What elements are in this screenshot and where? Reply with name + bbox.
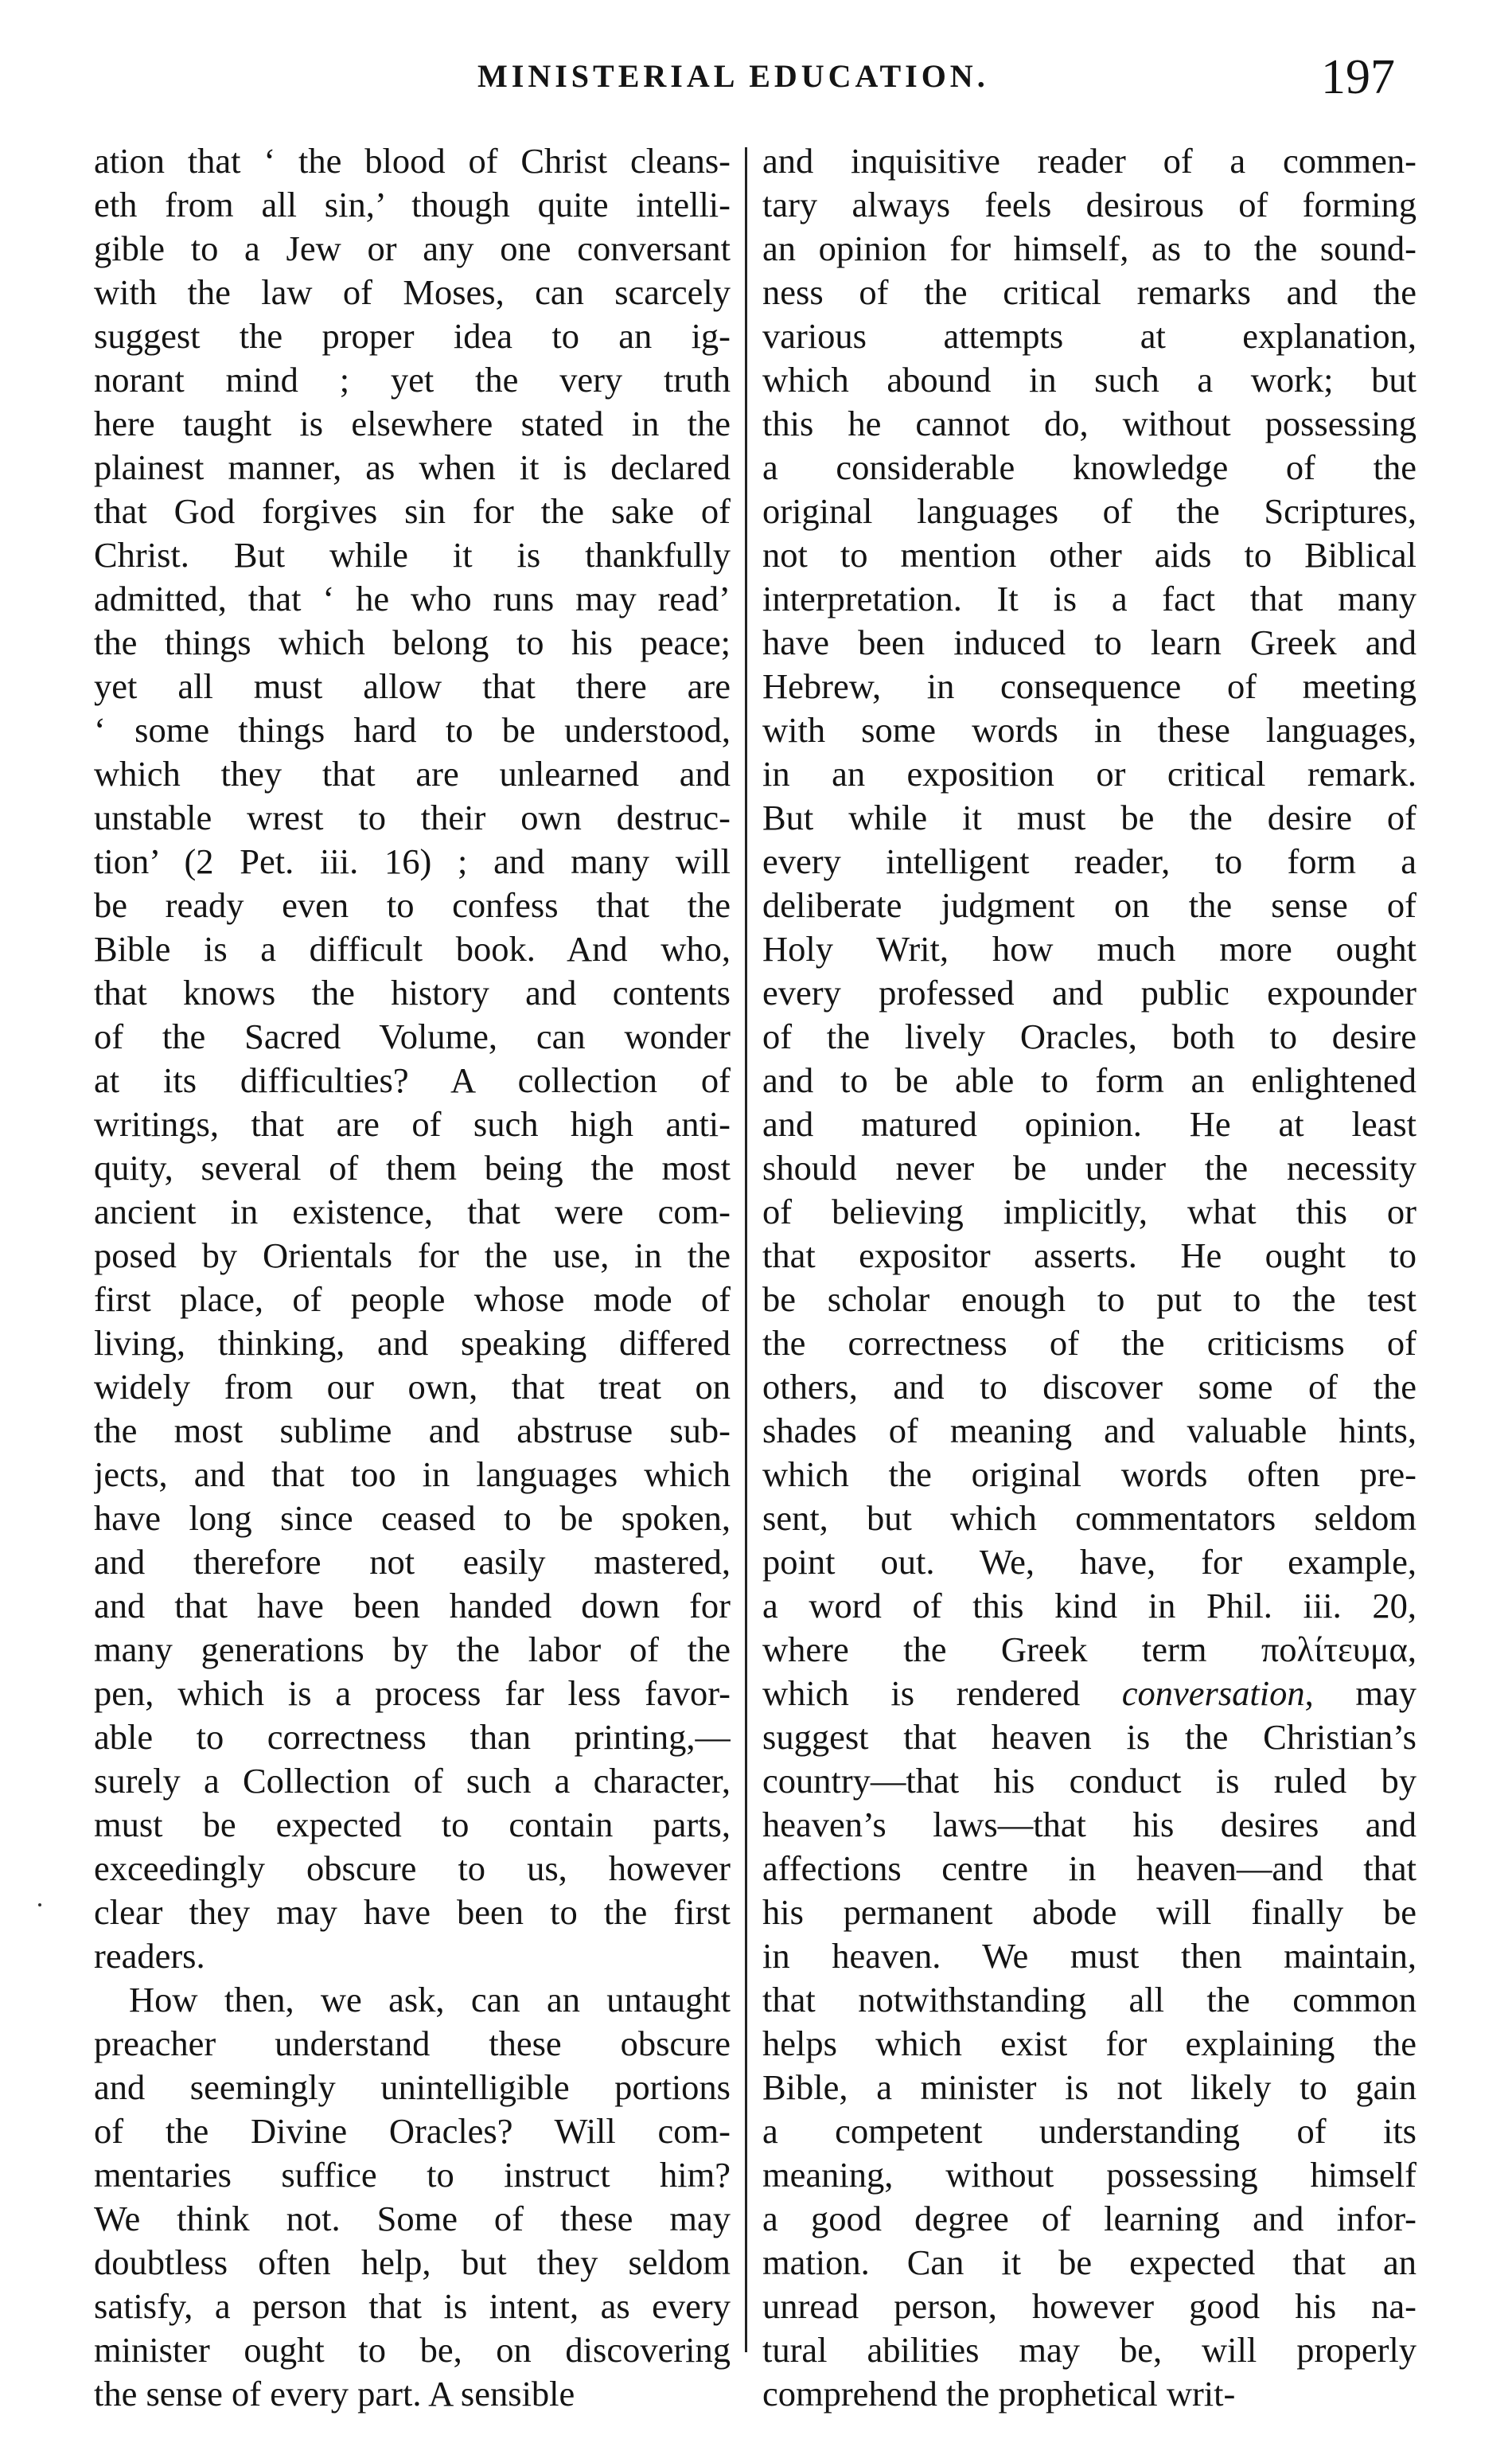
text-line: and therefore not easily mastered, bbox=[94, 1542, 731, 1582]
text-line: suggest that heaven is the Christian’s bbox=[762, 1717, 1417, 1757]
print-speck bbox=[38, 1903, 41, 1906]
text-line: Bible is a difficult book. And who, bbox=[94, 929, 731, 969]
text-line: gible to a Jew or any one conversant bbox=[94, 228, 731, 268]
text-line: every professed and public expounder bbox=[762, 973, 1417, 1013]
text-line: mation. Can it be expected that an bbox=[762, 2242, 1417, 2282]
text-line: must be expected to contain parts, bbox=[94, 1805, 731, 1844]
text-line: the most sublime and abstruse sub- bbox=[94, 1411, 731, 1450]
text-line: tary always feels desirous of forming bbox=[762, 185, 1417, 224]
text-line: tion’ (2 Pet. iii. 16) ; and many will bbox=[94, 841, 731, 881]
text-line: heaven’s laws—that his desires and bbox=[762, 1805, 1417, 1844]
text-line: and inquisitive reader of a commen- bbox=[762, 141, 1417, 181]
text-line: that knows the history and contents bbox=[94, 973, 731, 1013]
text-line: minister ought to be, on discovering bbox=[94, 2330, 731, 2370]
text-line: clear they may have been to the first bbox=[94, 1892, 731, 1932]
text-line: Bible, a minister is not likely to gain bbox=[762, 2067, 1417, 2107]
text-line: unstable wrest to their own destruc- bbox=[94, 798, 731, 837]
text-line: the sense of every part. A sensible bbox=[94, 2374, 575, 2414]
text-line: surely a Collection of such a character, bbox=[94, 1761, 731, 1801]
text-line: his permanent abode will finally be bbox=[762, 1892, 1417, 1932]
text-line: the things which belong to his peace; bbox=[94, 622, 731, 662]
text-line: with the law of Moses, can scarcely bbox=[94, 272, 731, 312]
text-line: preacher understand these obscure bbox=[94, 2023, 731, 2063]
text-line: a word of this kind in Phil. iii. 20, bbox=[762, 1586, 1417, 1625]
text-line: ness of the critical remarks and the bbox=[762, 272, 1417, 312]
text-line: original languages of the Scriptures, bbox=[762, 491, 1417, 531]
text-line: pen, which is a process far less favor- bbox=[94, 1673, 731, 1713]
text-line: of the Divine Oracles? Will com- bbox=[94, 2111, 731, 2151]
text-line: widely from our own, that treat on bbox=[94, 1367, 731, 1407]
text-line: quity, several of them being the most bbox=[94, 1148, 731, 1188]
text-line: where the Greek term πολίτευμα, bbox=[762, 1629, 1417, 1669]
text-line: be scholar enough to put to the test bbox=[762, 1279, 1417, 1319]
text-line: jects, and that too in languages which bbox=[94, 1454, 731, 1494]
left-text-column bbox=[94, 139, 731, 2416]
text-line: comprehend the prophetical writ- bbox=[762, 2374, 1236, 2414]
running-title: MINISTERIAL EDUCATION. bbox=[477, 58, 989, 94]
text-line: Hebrew, in consequence of meeting bbox=[762, 666, 1417, 706]
text-line: deliberate judgment on the sense of bbox=[762, 885, 1417, 925]
text-line: posed by Orientals for the use, in the bbox=[94, 1235, 731, 1275]
text-line: suggest the proper idea to an ig- bbox=[94, 316, 731, 356]
text-line: and seemingly unintelligible portions bbox=[94, 2067, 731, 2107]
text-line: a considerable knowledge of the bbox=[762, 447, 1417, 487]
text-line: shades of meaning and valuable hints, bbox=[762, 1411, 1417, 1450]
column-divider-rule bbox=[745, 147, 747, 2352]
text-line: a competent understanding of its bbox=[762, 2111, 1417, 2151]
text-line: here taught is elsewhere stated in the bbox=[94, 404, 731, 443]
text-line: writings, that are of such high anti- bbox=[94, 1104, 731, 1144]
text-line: yet all must allow that there are bbox=[94, 666, 731, 706]
text-line: Holy Writ, how much more ought bbox=[762, 929, 1417, 969]
text-line: sent, but which commentators seldom bbox=[762, 1498, 1417, 1538]
text-line: every intelligent reader, to form a bbox=[762, 841, 1417, 881]
text-line: living, thinking, and speaking differed bbox=[94, 1323, 731, 1363]
text-line: mentaries suffice to instruct him? bbox=[94, 2155, 731, 2195]
text-line: and matured opinion. He at least bbox=[762, 1104, 1417, 1144]
text-line: have been induced to learn Greek and bbox=[762, 622, 1417, 662]
text-line: in heaven. We must then maintain, bbox=[762, 1936, 1417, 1976]
text-line: which the original words often pre- bbox=[762, 1454, 1417, 1494]
text-line: eth from all sin,’ though quite intelli- bbox=[94, 185, 731, 224]
text-line: of the Sacred Volume, can wonder bbox=[94, 1017, 731, 1056]
text-line: But while it must be the desire of bbox=[762, 798, 1417, 837]
text-line: helps which exist for explaining the bbox=[762, 2023, 1417, 2063]
text-line: interpretation. It is a fact that many bbox=[762, 579, 1417, 619]
text-line: that God forgives sin for the sake of bbox=[94, 491, 731, 531]
text-line: ation that ‘ the blood of Christ cleans- bbox=[94, 141, 731, 181]
text-line: able to correctness than printing,— bbox=[94, 1717, 731, 1757]
text-line: admitted, that ‘ he who runs may read’ bbox=[94, 579, 731, 619]
text-line: tural abilities may be, will properly bbox=[762, 2330, 1417, 2370]
text-line: be ready even to confess that the bbox=[94, 885, 731, 925]
text-line: which they that are unlearned and bbox=[94, 754, 731, 794]
text-line: norant mind ; yet the very truth bbox=[94, 360, 731, 400]
text-line: ‘ some things hard to be understood, bbox=[94, 710, 731, 750]
text-line: readers. bbox=[94, 1936, 205, 1976]
text-line: We think not. Some of these may bbox=[94, 2199, 731, 2238]
right-text-column bbox=[762, 139, 1417, 2416]
text-line: doubtless often help, but they seldom bbox=[94, 2242, 731, 2282]
text-line: exceedingly obscure to us, however bbox=[94, 1848, 731, 1888]
text-line: have long since ceased to be spoken, bbox=[94, 1498, 731, 1538]
text-line: of the lively Oracles, both to desire bbox=[762, 1017, 1417, 1056]
text-line: and to be able to form an enlightened bbox=[762, 1060, 1417, 1100]
text-line: various attempts at explanation, bbox=[762, 316, 1417, 356]
text-line: an opinion for himself, as to the sound- bbox=[762, 228, 1417, 268]
text-line: which is rendered conversation, may bbox=[762, 1673, 1417, 1713]
text-line: others, and to discover some of the bbox=[762, 1367, 1417, 1407]
text-line: first place, of people whose mode of bbox=[94, 1279, 731, 1319]
text-line: a good degree of learning and infor- bbox=[762, 2199, 1417, 2238]
text-line: in an exposition or critical remark. bbox=[762, 754, 1417, 794]
text-line: unread person, however good his na- bbox=[762, 2286, 1417, 2326]
text-line: and that have been handed down for bbox=[94, 1586, 731, 1625]
page-number: 197 bbox=[1321, 50, 1395, 104]
text-line: not to mention other aids to Biblical bbox=[762, 535, 1417, 575]
text-line: point out. We, have, for example, bbox=[762, 1542, 1417, 1582]
running-head bbox=[0, 49, 1512, 113]
text-line: country—that his conduct is ruled by bbox=[762, 1761, 1417, 1801]
text-line: How then, we ask, can an untaught bbox=[129, 1980, 731, 2019]
text-line: this he cannot do, without possessing bbox=[762, 404, 1417, 443]
text-line: of believing implicitly, what this or bbox=[762, 1192, 1417, 1231]
text-line: which abound in such a work; but bbox=[762, 360, 1417, 400]
text-line: that notwithstanding all the common bbox=[762, 1980, 1417, 2019]
text-line: the correctness of the criticisms of bbox=[762, 1323, 1417, 1363]
text-line: should never be under the necessity bbox=[762, 1148, 1417, 1188]
text-line: plainest manner, as when it is declared bbox=[94, 447, 731, 487]
text-line: satisfy, a person that is intent, as every bbox=[94, 2286, 731, 2326]
text-line: Christ. But while it is thankfully bbox=[94, 535, 731, 575]
text-line: at its difficulties? A collection of bbox=[94, 1060, 731, 1100]
text-line: ancient in existence, that were com- bbox=[94, 1192, 731, 1231]
text-line: with some words in these languages, bbox=[762, 710, 1417, 750]
text-line: that expositor asserts. He ought to bbox=[762, 1235, 1417, 1275]
text-line: many generations by the labor of the bbox=[94, 1629, 731, 1669]
text-line: meaning, without possessing himself bbox=[762, 2155, 1417, 2195]
text-line: affections centre in heaven—and that bbox=[762, 1848, 1417, 1888]
